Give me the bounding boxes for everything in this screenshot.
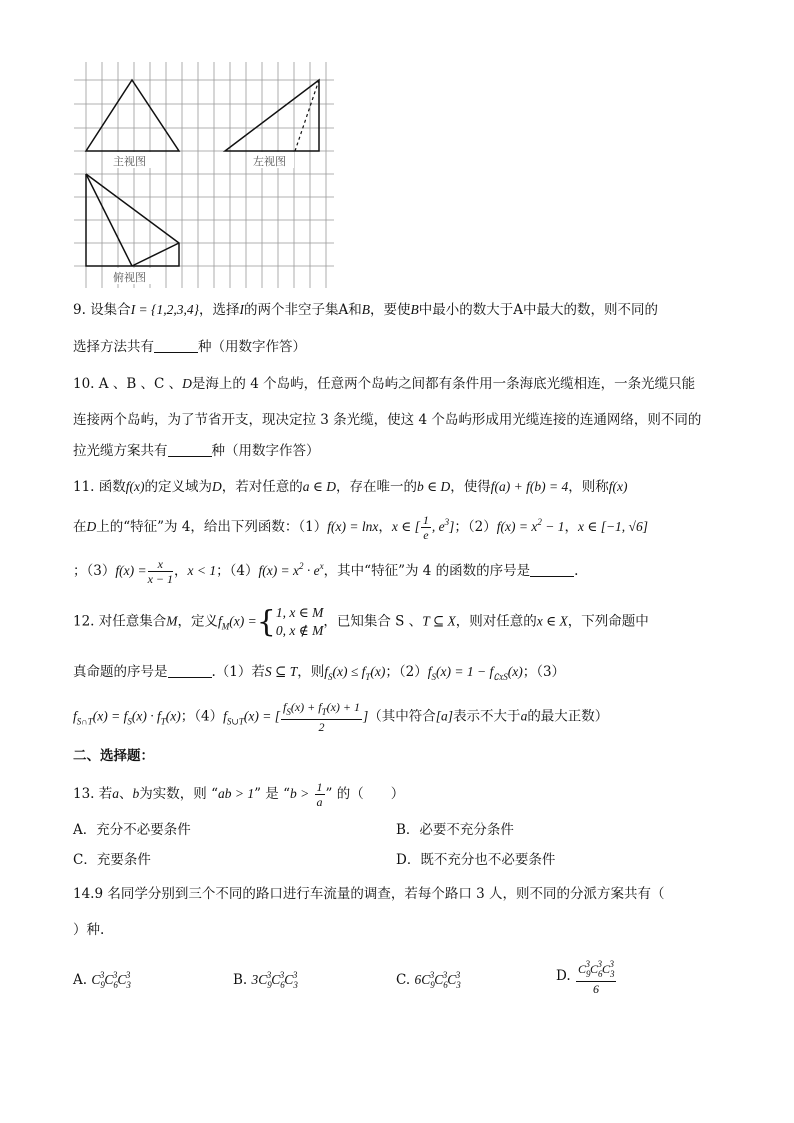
q13-option-b[interactable]: B．必要不充分条件 <box>396 822 514 838</box>
front-view-triangle <box>86 80 179 151</box>
q13-stem: 13. 若a、b为实数，则 “ab > 1” 是 “b > $\frac{1}{a}$ ” 的（ ） <box>73 780 405 809</box>
q10-line1: 10. A 、B 、C 、D是海上的 4 个岛屿，任意两个岛屿之间都有条件用一条海底光缆相连，一条光缆只能 <box>73 376 696 392</box>
q14-line2: ）种. <box>73 922 105 938</box>
q9-line2: 选择方法共有 种（用数字作答） <box>73 339 306 355</box>
q14-line1: 14.9 名同学分别到三个不同的路口进行车流量的调查，若每个路口 3 人，则不同的分派方案共有（ <box>73 886 665 902</box>
answer-blank <box>154 338 198 353</box>
answer-blank <box>168 663 212 678</box>
q13-option-d[interactable]: D．既不充分也不必要条件 <box>396 852 556 868</box>
q12-line2: 真命题的序号是 .（1）若S ⊆ T，则$f_S(x) \le f_T(x)$；$(2)f_S(x) = 1 - f_{∁XS}(x)$；（3） <box>73 664 566 682</box>
q14-option-c[interactable]: C. $6C_9^3C_6^3C_3^3$ <box>396 970 461 990</box>
q11-line3: ；（3）f(x) = $\frac{x}{x - 1}$ ，x < 1；$(4)f(x) = x^2 \cdot e^x$，其中“特征”为 4 的函数的序号是 . <box>73 557 579 586</box>
section-heading: 二、选择题： <box>73 748 154 764</box>
q14-option-d[interactable]: D. $\frac{C_9^3C_6^3C_3^3}{6}$ <box>556 959 615 996</box>
front-view-label: 主视图 <box>113 155 146 168</box>
q11-line2: 在D上的“特征”为 4，给出下列函数：（1）f(x) = lnx，x ∈ [ $\frac{1}{e}$ , $e^3$]；$(2)f(x) = x^2 - 1$，x ∈ [−1, √6] <box>73 513 648 542</box>
q9-line1: 9. 设集合I = {1,2,3,4}，选择I的两个非空子集A和B，要使B中最小的数大于A中最大的数，则不同的 <box>73 302 658 318</box>
side-view-triangle <box>225 80 319 151</box>
answer-blank <box>168 442 212 457</box>
grid <box>74 62 334 288</box>
q12-line3: $f_{S\cap T}(x) = f_S(x) \cdot f_T(x)$；$(4)f_{S\cup T}(x)$ = [ $\frac{f_S(x) + f_T(x) + 1}{2}$ ]（其中符合[a]表示不大于a的最大正数） <box>73 700 609 734</box>
top-view-edge <box>132 243 179 266</box>
q12-line1: 12. 对任意集合M，定义$f_M(x)$ ={ 1, x ∈ M 0, x ∉ M ，已知集合 S 、T ⊆ X，则对任意的x ∈ X，下列命题中 <box>73 604 649 640</box>
side-view-dashed-line <box>295 80 319 151</box>
q10-line3: 拉光缆方案共有 种（用数字作答） <box>73 443 320 459</box>
q13-option-a[interactable]: A．充分不必要条件 <box>73 822 191 838</box>
q11-line1: 11. 函数f(x)的定义域为D，若对任意的a ∈ D，存在唯一的b ∈ D，使得f(a) + f(b) = 4，则称f(x) <box>73 479 628 495</box>
three-view-figure <box>70 62 340 290</box>
top-view-label: 俯视图 <box>113 271 146 284</box>
side-view-label: 左视图 <box>253 155 286 168</box>
q14-option-b[interactable]: B. $3C_9^3C_6^3C_3^3$ <box>233 970 298 990</box>
answer-blank <box>530 562 574 577</box>
q10-line2: 连接两个岛屿，为了节省开支，现决定拉 3 条光缆，使这 4 个岛屿形成用光缆连接的连通网络，则不同的 <box>73 412 702 428</box>
q13-option-c[interactable]: C．充要条件 <box>73 852 151 868</box>
q14-option-a[interactable]: A. $C_9^3C_6^3C_3^3$ <box>73 970 131 990</box>
